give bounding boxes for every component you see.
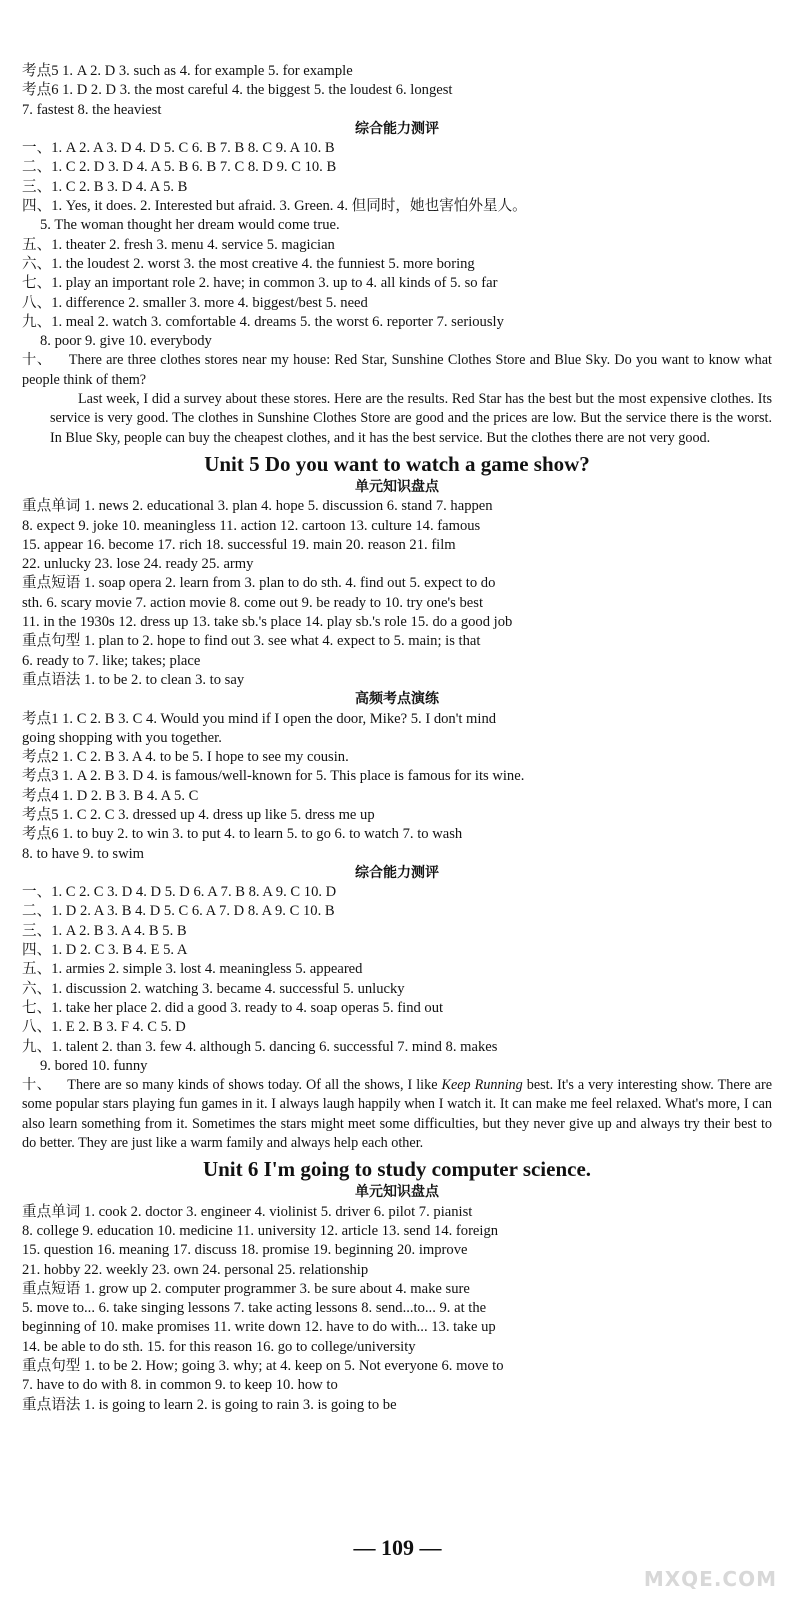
answer-key-page (22, 62, 772, 1415)
answer-line: 重点短语 1. soap opera 2. learn from 3. plan to do sth. 4. find out 5. expect to do (22, 575, 496, 592)
answer-line: 五、1. theater 2. fresh 3. menu 4. service 5. magician (22, 236, 335, 253)
answer-line: 二、1. D 2. A 3. B 4. D 5. C 6. A 7. D 8. A 9. C 10. B (22, 903, 335, 920)
section-kaodian-5-6 (22, 62, 772, 120)
answer-line: 九、1. meal 2. watch 3. comfortable 4. dreams 5. the worst 6. reporter 7. seriously (22, 313, 504, 330)
section-comprehensive-5-9 (22, 236, 772, 332)
answer-line: 一、1. A 2. A 3. D 4. D 5. C 6. B 7. B 8. C 9. A 10. B (22, 140, 335, 157)
answer-line: 考点6 1. to buy 2. to win 3. to put 4. to learn 5. to go 6. to watch 7. to wash (22, 826, 463, 843)
essay-2-label: 十、 (22, 1077, 52, 1094)
section-comprehensive-1-4 (22, 139, 772, 216)
answer-line: 22. unlucky 23. lose 24. ready 25. army (22, 556, 254, 573)
answer-line: 15. appear 16. become 17. rich 18. successful 19. main 20. reason 21. film (22, 536, 456, 553)
answer-line: 15. question 16. meaning 17. discuss 18. promise 19. beginning 20. improve (22, 1242, 468, 1259)
section-unit5-knowledge (22, 497, 772, 690)
answer-line: 考点5 1. A 2. D 3. such as 4. for example 5. for example (22, 63, 353, 79)
answer-line: 一、1. C 2. C 3. D 4. D 5. D 6. A 7. B 8. A 9. C 10. D (22, 884, 337, 901)
answer-line: 九、1. talent 2. than 3. few 4. although 5. dancing 6. successful 7. mind 8. makes (22, 1038, 498, 1055)
heading-comprehensive-test-2: 综合能力测评 (355, 864, 439, 881)
essay-1-paragraph-1: There are three clothes stores near my house: Red Star, Sunshine Clothes Store and Blue Sky. Do you want to know what people think of them? (22, 352, 772, 388)
answer-line: beginning of 10. make promises 11. write down 12. have to do with... 13. take up (22, 1319, 496, 1336)
answer-line: 8. expect 9. joke 10. meaningless 11. action 12. cartoon 13. culture 14. famous (22, 517, 481, 534)
answer-line: 重点单词 1. news 2. educational 3. plan 4. hope 5. discussion 6. stand 7. happen (22, 498, 493, 515)
section-unit5-comprehensive (22, 883, 772, 1057)
answer-line: sth. 6. scary movie 7. action movie 8. come out 9. be ready to 10. try one's best (22, 594, 484, 611)
unit-5-title: Unit 5 Do you want to watch a game show? (204, 451, 590, 476)
answer-line-indented: 9. bored 10. funny (40, 1057, 148, 1074)
answer-line: 考点1 1. C 2. B 3. C 4. Would you mind if I open the door, Mike? 5. I don't mind (22, 710, 497, 727)
answer-line: 5. move to... 6. take singing lessons 7. take acting lessons 8. send...to... 9. at the (22, 1300, 487, 1317)
answer-line: 考点5 1. C 2. C 3. dressed up 4. dress up like 5. dress me up (22, 806, 375, 823)
essay-1-paragraph-2: Last week, I did a survey about these stores. Here are the results. Red Star has the best but the most expensive clothes. Its service is very good. The clothes in Sunshine Clothes Store are good and the prices are low. But the service there is the worst. In Blue Sky, people can buy the cheapest clothes, and it has the best service. But the clothes there are not very good. (50, 391, 772, 446)
answer-line: 重点短语 1. grow up 2. computer programmer 3. be sure about 4. make sure (22, 1280, 470, 1297)
heading-unit-knowledge-2: 单元知识盘点 (355, 1184, 439, 1201)
answer-line: 重点单词 1. cook 2. doctor 3. engineer 4. violinist 5. driver 6. pilot 7. pianist (22, 1203, 473, 1220)
answer-line: 考点2 1. C 2. B 3. A 4. to be 5. I hope to see my cousin. (22, 749, 349, 766)
answer-line: 四、1. D 2. C 3. B 4. E 5. A (22, 942, 188, 959)
heading-unit-knowledge: 单元知识盘点 (355, 478, 439, 495)
essay-1-label: 十、 (22, 352, 52, 369)
answer-line: 五、1. armies 2. simple 3. lost 4. meaningless 5. appeared (22, 961, 363, 978)
answer-line: 重点句型 1. to be 2. How; going 3. why; at 4. keep on 5. Not everyone 6. move to (22, 1358, 504, 1374)
answer-line: 考点4 1. D 2. B 3. B 4. A 5. C (22, 787, 199, 804)
answer-line: 8. to have 9. to swim (22, 845, 145, 862)
answer-line: 考点3 1. A 2. B 3. D 4. is famous/well-known for 5. This place is famous for its wine. (22, 768, 525, 785)
answer-line: 三、1. A 2. B 3. A 4. B 5. B (22, 922, 187, 939)
essay-2-text-rest: best. It's a very interesting show. There are some popular stars playing fun games in it. I always laugh happily when I watch it. It can make me feel relaxed. What's more, I can also learn something from it. Sometimes the stars might meet some difficulties, but they never give up and always try their best to do better. They are just like a warm family and always help each other. (22, 1077, 772, 1152)
section-unit5-kaodian (22, 710, 772, 864)
section-unit6-knowledge (22, 1203, 772, 1415)
essay-1 (22, 351, 772, 447)
answer-line: 七、1. take her place 2. did a good 3. ready to 4. soap operas 5. find out (22, 999, 444, 1016)
answer-line-indented: 5. The woman thought her dream would come true. (40, 217, 340, 234)
page-number: — 109 — (353, 1535, 442, 1560)
answer-line: 二、1. C 2. D 3. D 4. A 5. B 6. B 7. C 8. D 9. C 10. B (22, 159, 337, 176)
essay-2-show-title: Keep Running (441, 1077, 523, 1094)
answer-line: 7. have to do with 8. in common 9. to keep 10. how to (22, 1377, 338, 1394)
answer-line: 八、1. difference 2. smaller 3. more 4. biggest/best 5. need (22, 294, 368, 311)
answer-line: 重点语法 1. to be 2. to clean 3. to say (22, 671, 245, 688)
essay-2-text-start: There are so many kinds of shows today. Of all the shows, I like (67, 1077, 442, 1094)
heading-frequent-practice: 高频考点演练 (355, 691, 439, 708)
answer-line: 六、1. the loudest 2. worst 3. the most creative 4. the funniest 5. more boring (22, 255, 475, 272)
watermark-logo: MXQE.COM (643, 1567, 777, 1591)
answer-line: 14. be able to do sth. 15. for this reason 16. go to college/university (22, 1338, 416, 1355)
essay-2 (22, 1076, 772, 1153)
answer-line: 重点语法 1. is going to learn 2. is going to rain 3. is going to be (22, 1396, 397, 1413)
answer-line: 考点6 1. D 2. D 3. the most careful 4. the biggest 5. the loudest 6. longest (22, 82, 453, 99)
unit-6-title: Unit 6 I'm going to study computer science. (202, 1157, 592, 1182)
answer-line: 11. in the 1930s 12. dress up 13. take sb.'s place 14. play sb.'s role 15. do a good job (22, 614, 513, 631)
answer-line: 四、1. Yes, it does. 2. Interested but afraid. 3. Green. 4. 但同时，她也害怕外星人。 (22, 198, 527, 215)
answer-line: 八、1. E 2. B 3. F 4. C 5. D (22, 1019, 186, 1036)
answer-line: 七、1. play an important role 2. have; in common 3. up to 4. all kinds of 5. so far (22, 275, 498, 292)
answer-line: 7. fastest 8. the heaviest (22, 101, 162, 118)
answer-line-indented: 8. poor 9. give 10. everybody (40, 333, 212, 350)
heading-comprehensive-test: 综合能力测评 (355, 120, 439, 137)
answer-line: 三、1. C 2. B 3. D 4. A 5. B (22, 178, 188, 195)
answer-line: 8. college 9. education 10. medicine 11. university 12. article 13. send 14. foreign (22, 1222, 499, 1239)
answer-line: going shopping with you together. (22, 729, 222, 746)
answer-line: 六、1. discussion 2. watching 3. became 4. successful 5. unlucky (22, 980, 405, 997)
answer-line: 21. hobby 22. weekly 23. own 24. personal 25. relationship (22, 1261, 369, 1278)
answer-line: 重点句型 1. plan to 2. hope to find out 3. see what 4. expect to 5. main; is that (22, 633, 481, 650)
answer-line: 6. ready to 7. like; takes; place (22, 652, 201, 669)
